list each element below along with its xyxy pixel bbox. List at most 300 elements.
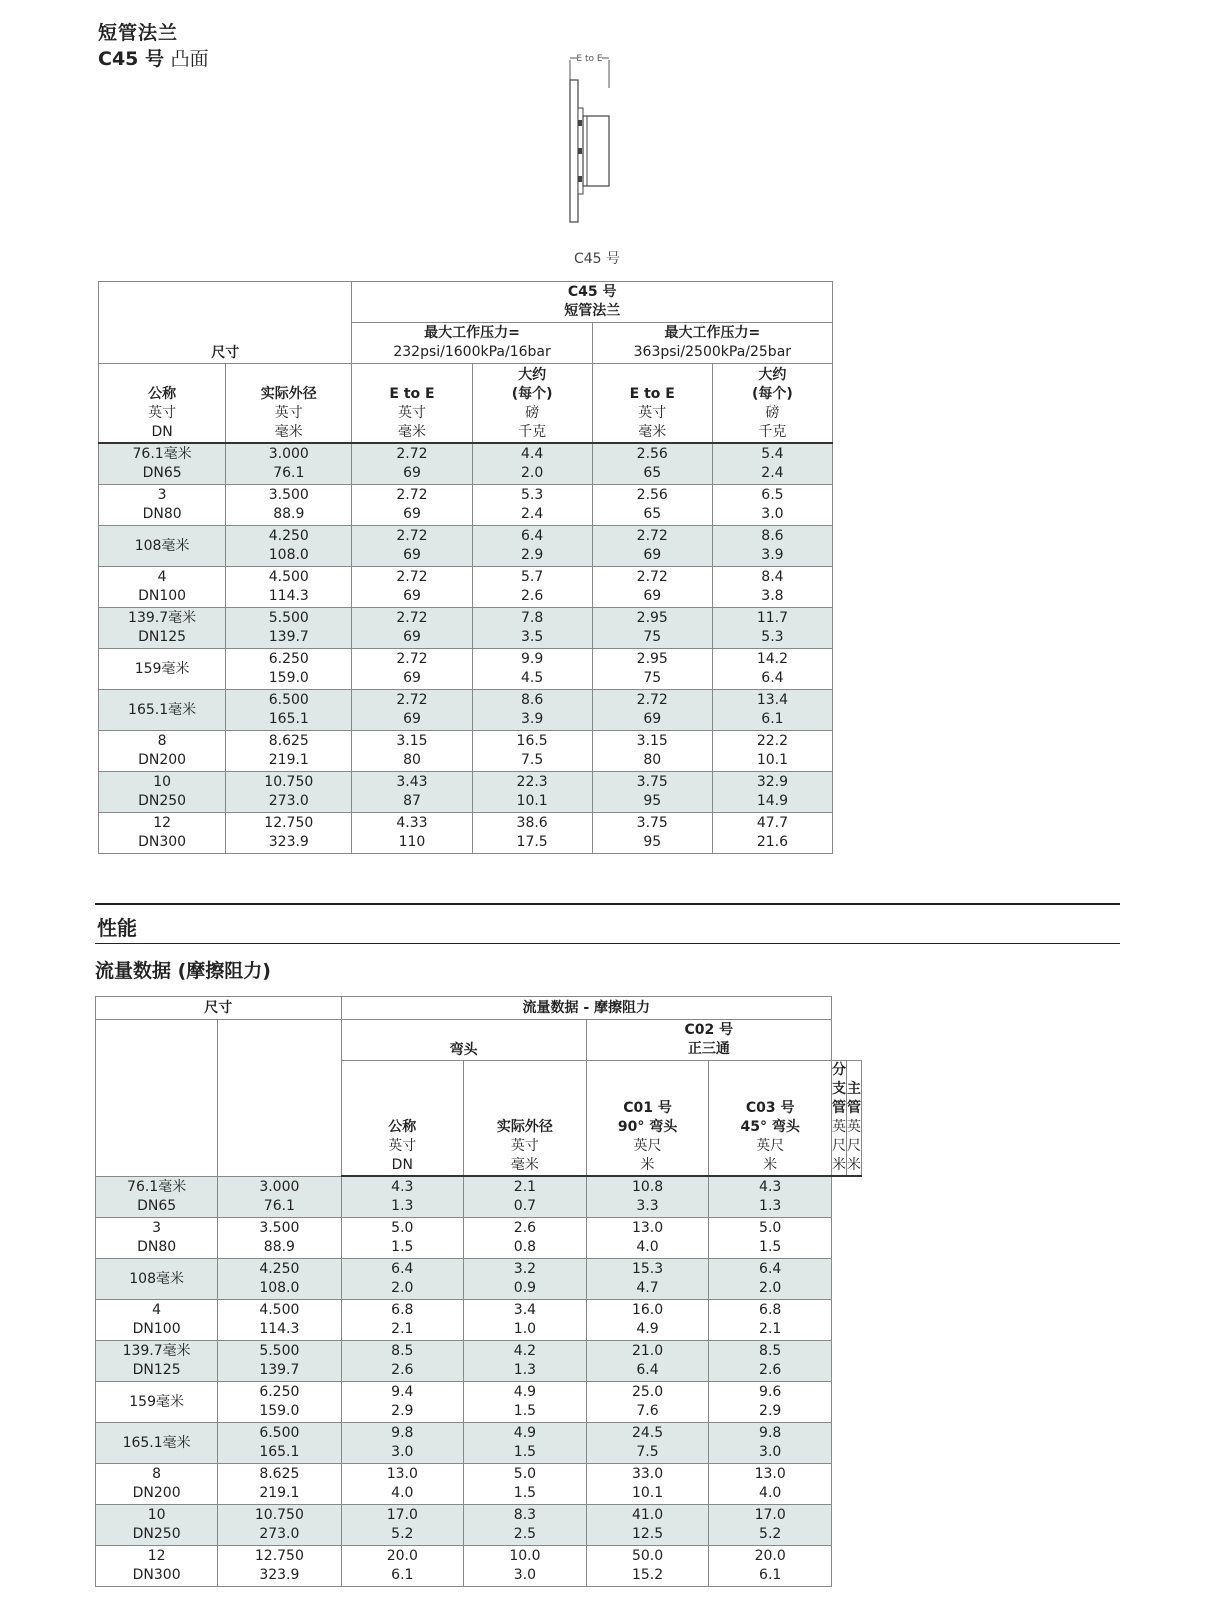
- table-cell: [586, 1382, 709, 1423]
- table-cell: [226, 731, 352, 772]
- table-cell: [592, 813, 712, 854]
- cell-value: 2.1: [391, 1321, 414, 1337]
- table-cell: [592, 526, 712, 567]
- cell-value: 17.0: [754, 1507, 786, 1523]
- blank-cell: [218, 1020, 341, 1177]
- table-cell: [586, 1423, 709, 1464]
- cell-value: 12: [153, 815, 172, 831]
- cell-value: 6.250: [268, 651, 309, 667]
- table-row: [96, 1176, 862, 1218]
- drawing-dim-label: E to E: [576, 54, 603, 64]
- cell-value: 69: [403, 629, 421, 645]
- column-title: 实际外径: [260, 386, 317, 402]
- table-cell: [96, 1464, 218, 1505]
- cell-value: 2.72: [396, 692, 428, 708]
- cell-value: 2.72: [396, 487, 428, 503]
- cell-value: 88.9: [263, 1239, 295, 1255]
- column-title: C03 号 45° 弯头: [740, 1100, 800, 1135]
- table-cell: [226, 772, 352, 813]
- cell-value: 2.0: [759, 1280, 782, 1296]
- cell-value: 9.6: [759, 1384, 782, 1400]
- cell-value: 2.5: [513, 1526, 537, 1542]
- table-cell: [709, 1505, 832, 1546]
- cell-value: 33.0: [631, 1466, 664, 1482]
- cell-value: 22.2: [756, 733, 788, 749]
- cell-value: DN125: [138, 629, 187, 645]
- cell-value: 110: [398, 834, 426, 850]
- column-title: 主管: [847, 1081, 861, 1116]
- table-cell: [472, 649, 592, 690]
- cell-value: 69: [403, 465, 421, 481]
- cell-value: 10.1: [631, 1485, 664, 1501]
- cell-value: 5.4: [761, 446, 784, 462]
- cell-value: 219.1: [259, 1485, 300, 1501]
- table-row: [96, 1382, 862, 1423]
- column-header: [586, 1061, 709, 1177]
- cell-value: 2.72: [636, 528, 668, 544]
- table-cell: [712, 813, 832, 854]
- cell-value: 6.4: [761, 670, 784, 686]
- cell-value: 69: [403, 711, 421, 727]
- table-cell: [96, 1259, 218, 1300]
- cell-value: 4.9: [513, 1384, 537, 1400]
- cell-value: 2.9: [520, 547, 544, 563]
- cell-value: 15.2: [631, 1567, 664, 1583]
- cell-value: 139.7毫米: [128, 610, 197, 626]
- cell-value: 6.4: [759, 1261, 782, 1277]
- table-row: [99, 772, 833, 813]
- pressure-label: 最大工作压力=: [424, 325, 520, 341]
- table-cell: [96, 1505, 218, 1546]
- cell-value: 4.3: [759, 1179, 782, 1195]
- cell-value: 65: [643, 506, 662, 522]
- column-header: [592, 364, 712, 444]
- table-row: [96, 1218, 862, 1259]
- cell-value: 76.1毫米: [127, 1178, 187, 1195]
- cell-value: 11.7: [756, 610, 788, 626]
- cell-value: 108.0: [259, 1280, 300, 1296]
- table-cell: [592, 772, 712, 813]
- table-cell: [464, 1505, 587, 1546]
- cell-value: 1.5: [513, 1403, 537, 1419]
- column-title: 大约 (每个): [511, 367, 553, 402]
- cell-value: 69: [403, 506, 421, 522]
- cell-value: 2.72: [636, 569, 668, 585]
- table-cell: [712, 526, 832, 567]
- pressure-value: 232psi/1600kPa/16bar: [393, 344, 551, 360]
- cell-value: 3.500: [268, 487, 309, 503]
- column-title: 公称: [148, 386, 177, 402]
- cell-value: 17.5: [516, 834, 548, 850]
- table-cell: [472, 443, 592, 485]
- cell-value: 3.000: [268, 446, 309, 462]
- table-cell: [226, 649, 352, 690]
- table-row: [96, 1505, 862, 1546]
- table-row: [99, 649, 833, 690]
- table-cell: [709, 1546, 832, 1587]
- cell-value: 12.750: [254, 1548, 304, 1564]
- table-cell: [709, 1382, 832, 1423]
- cell-value: 3: [157, 487, 167, 503]
- column-unit-imperial: 磅: [765, 405, 780, 421]
- cell-value: 3.8: [761, 588, 784, 604]
- cell-value: 7.5: [636, 1444, 659, 1460]
- pressure-label: 最大工作压力=: [664, 325, 761, 341]
- cell-value: 2.6: [513, 1220, 537, 1236]
- table-row: [96, 1464, 862, 1505]
- table-cell: [464, 1176, 587, 1218]
- table-cell: [464, 1259, 587, 1300]
- cell-value: 21.6: [756, 834, 788, 850]
- cell-value: DN100: [138, 588, 187, 604]
- cell-value: 3.0: [391, 1444, 414, 1460]
- cell-value: 4: [152, 1302, 162, 1318]
- table-cell: [586, 1546, 709, 1587]
- column-unit-metric: 毫米: [397, 424, 426, 440]
- column-unit-imperial: 磅: [525, 405, 540, 421]
- cell-value: 2.95: [636, 651, 668, 667]
- column-header: [712, 364, 832, 444]
- cell-value: 16.0: [631, 1302, 664, 1318]
- table-cell: [464, 1382, 587, 1423]
- cell-value: 76.1: [263, 1197, 295, 1214]
- table-cell: [472, 772, 592, 813]
- column-unit-metric: 毫米: [510, 1157, 539, 1173]
- column-unit-imperial: 英寸: [148, 405, 177, 421]
- table-cell: [96, 1176, 218, 1218]
- pressure-header-1: [352, 323, 592, 364]
- table-cell: [96, 1423, 218, 1464]
- cell-value: 5.500: [259, 1343, 300, 1359]
- cell-value: 6.500: [259, 1425, 300, 1441]
- cell-value: 2.72: [636, 692, 668, 708]
- cell-value: 3.4: [513, 1302, 537, 1318]
- pressure-header-2: [592, 323, 832, 364]
- table-cell: [218, 1259, 341, 1300]
- table-cell: [99, 731, 226, 772]
- table-cell: [709, 1300, 832, 1341]
- cell-value: 76.1毫米: [132, 446, 192, 462]
- table-cell: [464, 1546, 587, 1587]
- cell-value: DN80: [142, 506, 182, 522]
- cell-value: 3.5: [520, 629, 544, 645]
- cell-value: 8: [152, 1466, 162, 1482]
- cell-value: 13.0: [386, 1466, 418, 1482]
- table-cell: [218, 1505, 341, 1546]
- table-cell: [352, 813, 472, 854]
- cell-value: 2.1: [759, 1321, 782, 1337]
- cell-value: 76.1: [273, 465, 305, 481]
- cell-value: 4.5: [520, 670, 544, 686]
- column-unit-metric: 米: [763, 1157, 778, 1173]
- table-cell: [712, 443, 832, 485]
- cell-value: 108毫米: [134, 537, 190, 554]
- cell-value: 165.1毫米: [122, 1434, 191, 1451]
- table-cell: [218, 1341, 341, 1382]
- cell-value: 69: [643, 588, 662, 604]
- table-cell: [352, 649, 472, 690]
- table-cell: [472, 731, 592, 772]
- cell-value: 12.5: [631, 1526, 664, 1542]
- table-cell: [352, 731, 472, 772]
- cell-value: 6.500: [268, 692, 309, 708]
- cell-value: 9.9: [520, 651, 544, 667]
- cell-value: 2.72: [396, 569, 428, 585]
- cell-value: 69: [403, 547, 421, 563]
- cell-value: 7.6: [636, 1403, 659, 1419]
- column-unit-imperial: 英寸: [274, 405, 303, 421]
- cell-value: 7.8: [520, 610, 544, 626]
- cell-value: 139.7: [268, 629, 309, 645]
- cell-value: 2.0: [391, 1280, 414, 1296]
- column-header: [464, 1061, 587, 1177]
- tee-header: [586, 1020, 831, 1061]
- table-cell: [96, 1218, 218, 1259]
- table-cell: [341, 1505, 464, 1546]
- column-unit-imperial: 英寸: [638, 405, 667, 421]
- table-row: [99, 526, 833, 567]
- cell-value: 32.9: [756, 774, 788, 790]
- column-unit-imperial: 英寸: [510, 1138, 539, 1154]
- section-heading-flow: 流量数据 (摩擦阻力): [95, 960, 271, 982]
- cell-value: 1.0: [513, 1321, 537, 1337]
- column-unit-metric: 毫米: [274, 424, 303, 440]
- table-row: [99, 567, 833, 608]
- table-cell: [712, 649, 832, 690]
- cell-value: 165.1: [259, 1444, 300, 1460]
- cell-value: 10.1: [756, 752, 788, 768]
- blank-cell: [96, 1020, 218, 1177]
- table-cell: [341, 1341, 464, 1382]
- cell-value: 9.4: [391, 1384, 414, 1400]
- table-cell: [472, 567, 592, 608]
- product-model: C45 号: [567, 284, 617, 300]
- table-cell: [218, 1176, 341, 1218]
- cell-value: 3.75: [636, 774, 668, 790]
- cell-value: 6.4: [520, 528, 544, 544]
- cell-value: 1.5: [391, 1239, 414, 1255]
- cell-value: 15.3: [631, 1261, 664, 1277]
- cell-value: 8.625: [259, 1466, 300, 1482]
- table-cell: [586, 1259, 709, 1300]
- cell-value: 0.8: [513, 1239, 537, 1255]
- cell-value: 0.7: [513, 1198, 537, 1214]
- cell-value: 2.0: [520, 465, 544, 481]
- column-unit-imperial: 英尺: [847, 1119, 861, 1154]
- column-header: [832, 1061, 847, 1177]
- cell-value: 2.56: [636, 446, 668, 462]
- cell-value: 6.4: [391, 1261, 414, 1277]
- table-cell: [341, 1176, 464, 1218]
- table-cell: [709, 1218, 832, 1259]
- cell-value: 4.250: [259, 1261, 300, 1277]
- cell-value: 69: [643, 547, 662, 563]
- cell-value: 273.0: [268, 793, 309, 809]
- table-cell: [709, 1464, 832, 1505]
- column-unit-metric: 米: [640, 1157, 655, 1173]
- cell-value: 95: [643, 834, 662, 850]
- cell-value: DN125: [132, 1362, 181, 1378]
- cell-value: 6.250: [259, 1384, 300, 1400]
- cell-value: 4.4: [520, 446, 544, 462]
- cell-value: 10.750: [264, 774, 314, 790]
- cell-value: 5.2: [759, 1526, 782, 1542]
- cell-value: 3.15: [636, 733, 668, 749]
- cell-value: 8.5: [759, 1343, 782, 1359]
- table-cell: [712, 772, 832, 813]
- table-cell: [99, 608, 226, 649]
- cell-value: 20.0: [386, 1548, 418, 1564]
- table-cell: [586, 1300, 709, 1341]
- table-cell: [99, 690, 226, 731]
- cell-value: 2.6: [520, 588, 544, 604]
- cell-value: 50.0: [631, 1548, 664, 1564]
- cell-value: 3.500: [259, 1220, 300, 1236]
- cell-value: 38.6: [516, 815, 548, 831]
- cell-value: 12.750: [264, 815, 314, 831]
- cell-value: 165.1毫米: [128, 701, 197, 718]
- cell-value: 323.9: [259, 1567, 300, 1583]
- cell-value: 4.500: [268, 569, 309, 585]
- cell-value: 8.6: [520, 692, 544, 708]
- table-cell: [464, 1423, 587, 1464]
- table-cell: [96, 1382, 218, 1423]
- cell-value: 3.15: [396, 733, 428, 749]
- cell-value: 3.0: [761, 506, 784, 522]
- cell-value: DN65: [142, 465, 182, 481]
- table-row: [99, 731, 833, 772]
- cell-value: 114.3: [268, 588, 309, 604]
- cell-value: 3.9: [761, 547, 784, 563]
- table-cell: [592, 485, 712, 526]
- cell-value: 8.4: [761, 569, 784, 585]
- column-header: [709, 1061, 832, 1177]
- cell-value: 3.3: [636, 1198, 659, 1214]
- cell-value: 25.0: [631, 1384, 664, 1400]
- table-row: [99, 690, 833, 731]
- section-rule-top: [95, 903, 1120, 905]
- cell-value: 87: [403, 793, 421, 809]
- cell-value: 69: [643, 711, 662, 727]
- table-row: [99, 443, 833, 485]
- cell-value: 5.500: [268, 610, 309, 626]
- column-title: 分支管: [832, 1062, 846, 1116]
- cell-value: 1.3: [759, 1198, 782, 1214]
- table-cell: [226, 567, 352, 608]
- table-cell: [226, 690, 352, 731]
- table-cell: [472, 813, 592, 854]
- column-unit-metric: DN: [151, 424, 173, 440]
- table-cell: [218, 1464, 341, 1505]
- table-row: [96, 1423, 862, 1464]
- cell-value: 3.43: [396, 774, 428, 790]
- cell-value: 5.0: [759, 1220, 782, 1236]
- column-title: 大约 (每个): [752, 367, 793, 402]
- cell-value: 6.8: [759, 1302, 782, 1318]
- cell-value: 3.0: [513, 1567, 537, 1583]
- table-cell: [586, 1341, 709, 1382]
- table-row: [96, 1341, 862, 1382]
- table-cell: [99, 649, 226, 690]
- table-cell: [226, 485, 352, 526]
- column-unit-metric: 毫米: [638, 424, 667, 440]
- cell-value: 1.5: [759, 1239, 782, 1255]
- page-title: 短管法兰: [98, 22, 179, 44]
- cell-value: 2.56: [636, 487, 668, 503]
- cell-value: DN250: [138, 793, 187, 809]
- cell-value: 3.0: [759, 1444, 782, 1460]
- table-cell: [99, 526, 226, 567]
- cell-value: 159.0: [268, 670, 309, 686]
- drawing-caption: C45 号: [574, 251, 621, 267]
- cell-value: DN100: [132, 1321, 181, 1337]
- table-cell: [341, 1300, 464, 1341]
- cell-value: 8.625: [268, 733, 309, 749]
- cell-value: 273.0: [259, 1526, 300, 1542]
- cell-value: 10.8: [631, 1179, 664, 1195]
- table-cell: [712, 731, 832, 772]
- cell-value: 2.6: [391, 1362, 414, 1378]
- cell-value: 6.5: [761, 487, 784, 503]
- column-unit-imperial: 英尺: [832, 1119, 846, 1154]
- cell-value: 1.5: [513, 1485, 537, 1501]
- table-cell: [341, 1423, 464, 1464]
- table-cell: [586, 1176, 709, 1218]
- table-row: [99, 485, 833, 526]
- flow-header: 流量数据 - 摩擦阻力: [341, 997, 832, 1020]
- cell-value: 13.0: [754, 1466, 786, 1482]
- cell-value: 10: [153, 774, 172, 790]
- cell-value: 41.0: [631, 1507, 664, 1523]
- table-cell: [712, 690, 832, 731]
- cell-value: 108.0: [268, 547, 309, 563]
- column-header: [341, 1061, 464, 1177]
- table-cell: [712, 485, 832, 526]
- cell-value: 219.1: [268, 752, 309, 768]
- cell-value: 1.3: [513, 1362, 537, 1378]
- cell-value: 5.0: [513, 1466, 537, 1482]
- cell-value: 80: [403, 752, 421, 768]
- table-cell: [341, 1259, 464, 1300]
- column-unit-imperial: 英尺: [756, 1138, 785, 1154]
- cell-value: 3.75: [636, 815, 668, 831]
- cell-value: 2.9: [391, 1403, 414, 1419]
- table-cell: [712, 567, 832, 608]
- cell-value: 4.500: [259, 1302, 300, 1318]
- cell-value: 17.0: [386, 1507, 418, 1523]
- cell-value: 0.9: [513, 1280, 537, 1296]
- cell-value: 5.3: [520, 487, 544, 503]
- table-cell: [96, 1341, 218, 1382]
- cell-value: 20.0: [754, 1548, 786, 1564]
- column-unit-imperial: 英尺: [633, 1138, 662, 1154]
- cell-value: 10.1: [516, 793, 548, 809]
- column-unit-metric: 千克: [518, 424, 547, 440]
- table-cell: [352, 772, 472, 813]
- cell-value: 139.7毫米: [122, 1343, 191, 1359]
- cell-value: 3.9: [520, 711, 544, 727]
- table-cell: [592, 649, 712, 690]
- cell-value: 65: [643, 465, 662, 481]
- cell-value: 22.3: [516, 774, 548, 790]
- table-cell: [352, 567, 472, 608]
- table-cell: [226, 526, 352, 567]
- table-cell: [226, 813, 352, 854]
- cell-value: 2.72: [396, 446, 428, 462]
- cell-value: 2.72: [396, 610, 428, 626]
- product-header: [352, 282, 833, 323]
- cell-value: 80: [643, 752, 662, 768]
